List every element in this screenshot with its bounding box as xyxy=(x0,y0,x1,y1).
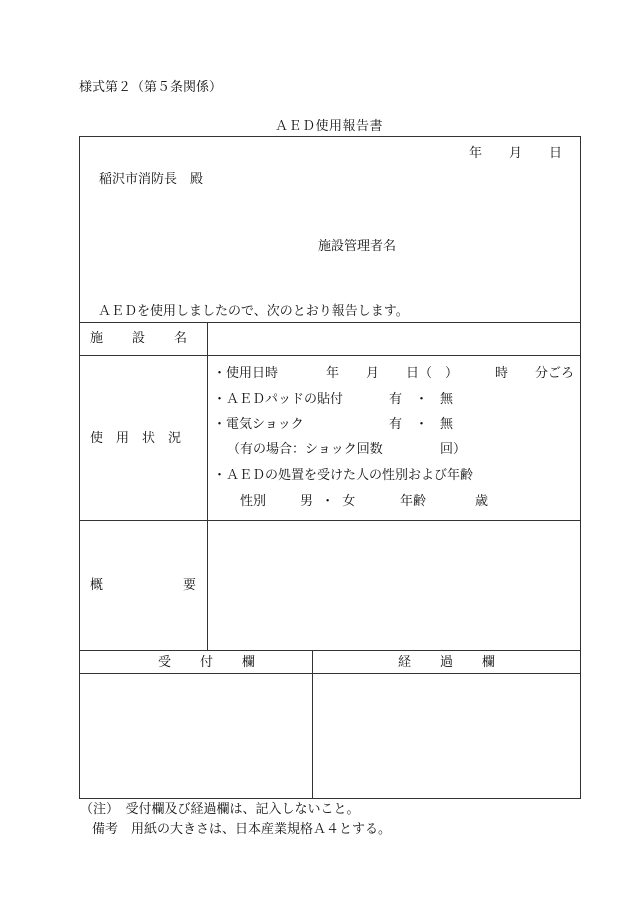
date-month-label: 月 xyxy=(509,146,523,161)
document-title: ＡＥＤ使用報告書 xyxy=(275,119,384,134)
remarks-text: 備考 用紙の大きさは、日本産業規格Ａ４とする。 xyxy=(92,822,392,837)
usage-year-label: 年 xyxy=(326,366,340,381)
usage-day-label: 日（ ） xyxy=(406,366,459,381)
usage-status-label: 使 用 状 況 xyxy=(90,431,182,446)
summary-input-area[interactable] xyxy=(210,523,578,648)
progress-area xyxy=(315,676,578,796)
reception-area xyxy=(82,676,310,796)
shock-count-unit: 回） xyxy=(440,442,467,457)
electric-shock-separator: ・ xyxy=(415,417,429,432)
usage-minute-label: 分ごろ xyxy=(535,366,575,381)
electric-shock-label: ・電気ショック xyxy=(213,417,304,432)
note-text: （注） 受付欄及び経過欄は、記入しないこと。 xyxy=(80,802,360,817)
facility-name-label: 施 設 名 xyxy=(90,331,189,346)
aed-pad-yes[interactable]: 有 xyxy=(389,392,403,407)
aed-pad-no[interactable]: 無 xyxy=(440,392,454,407)
gender-label: 性別 xyxy=(240,494,267,509)
age-unit: 歳 xyxy=(475,494,489,509)
usage-datetime-label: ・使用日時 xyxy=(213,366,279,381)
form-number-label: 様式第２（第５条関係） xyxy=(79,80,223,95)
aed-pad-separator: ・ xyxy=(415,392,429,407)
addressee: 稲沢市消防長 殿 xyxy=(99,172,204,187)
summary-label-left: 概 xyxy=(90,578,104,593)
electric-shock-yes[interactable]: 有 xyxy=(389,417,403,432)
date-year-label: 年 xyxy=(469,146,483,161)
age-label: 年齢 xyxy=(400,494,427,509)
date-day-label: 日 xyxy=(549,146,563,161)
patient-gender-age-label: ・ＡＥＤの処置を受けた人の性別および年齢 xyxy=(213,468,474,483)
facility-manager-name-label: 施設管理者名 xyxy=(318,239,397,254)
electric-shock-no[interactable]: 無 xyxy=(440,417,454,432)
usage-hour-label: 時 xyxy=(495,366,509,381)
shock-count-label: （有の場合：ショック回数 xyxy=(227,442,383,457)
progress-column-header: 経 過 欄 xyxy=(398,655,497,670)
aed-pad-label: ・ＡＥＤパッドの貼付 xyxy=(213,392,344,407)
usage-month-label: 月 xyxy=(366,366,380,381)
gender-options[interactable]: 男 ・ 女 xyxy=(300,494,356,509)
reception-column-header: 受 付 欄 xyxy=(158,655,257,670)
report-statement: ＡＥＤを使用しましたので、次のとおり報告します。 xyxy=(98,304,409,319)
summary-label-right: 要 xyxy=(183,578,197,593)
